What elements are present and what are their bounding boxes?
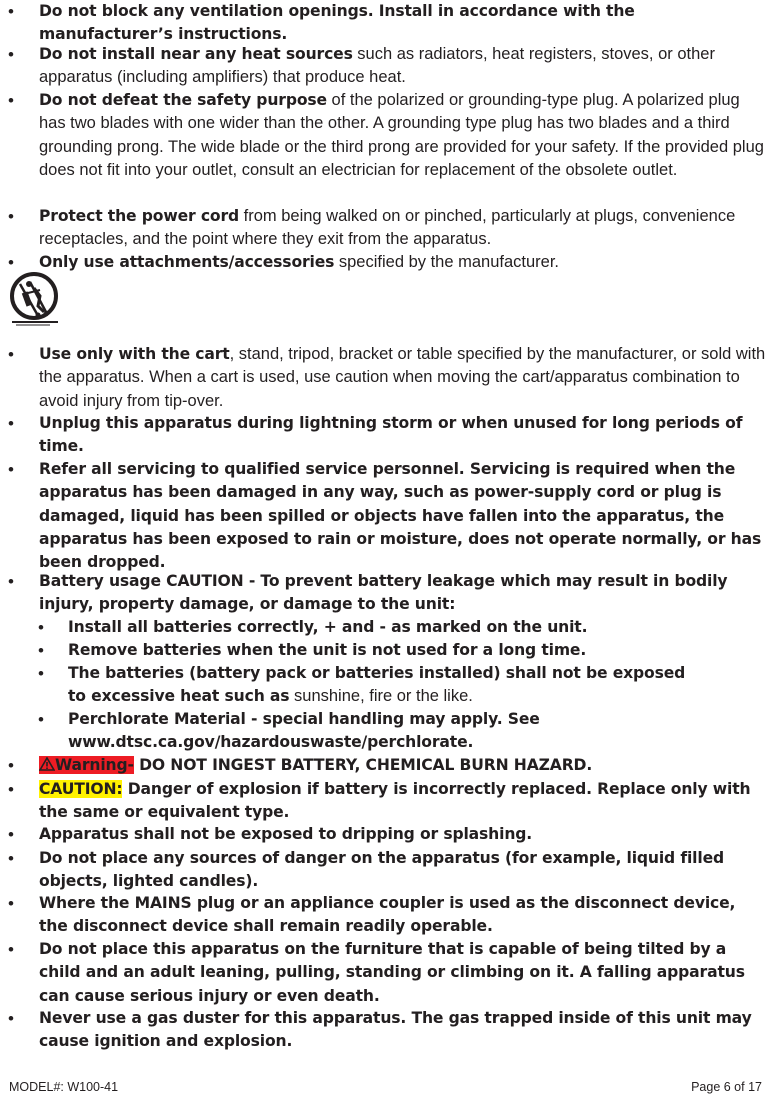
sub-list-item: • Remove batteries when the unit is not used for a long time. — [38, 641, 587, 660]
list-item: • Only use attachments/accessories specified by the manufacturer. — [8, 253, 560, 272]
sub-list-item: • Install all batteries correctly, + and - as marked on the unit. — [38, 618, 588, 637]
sub-list-item: • The batteries (battery pack or batteries installed) shall not be exposed to excessive heat such as sunshine, fire or the like. — [38, 664, 686, 706]
sub-list-item: • Perchlorate Material - special handling may apply. See www.dtsc.ca.gov/hazardouswaste/perchlorate. — [38, 710, 540, 752]
list-item: • Apparatus shall not be exposed to dripping or splashing. — [8, 825, 533, 844]
bullet: • — [8, 849, 14, 868]
list-item: • Refer all servicing to qualified service personnel. Servicing is required when the apparatus has been damaged in any way, such as power-supply cord or plug is damaged, liquid has been spilled or objects have fallen into the apparatus, the apparatus has been exposed to rain or moisture, does not operate normally, or has been dropped. — [8, 460, 762, 572]
warning-highlight: Warning- — [39, 756, 134, 774]
bullet: • — [8, 1009, 14, 1028]
bullet: • — [8, 825, 14, 844]
bullet: • — [8, 780, 14, 799]
bullet: • — [8, 345, 14, 364]
bullet: • — [8, 572, 14, 591]
bullet: • — [38, 618, 44, 637]
list-item: • Protect the power cord from being walked on or pinched, particularly at plugs, convenience receptacles, and the point where they exit from the apparatus. — [8, 207, 736, 249]
caution-highlight: CAUTION: — [39, 780, 123, 798]
bullet: • — [8, 207, 14, 226]
list-item: • Do not place this apparatus on the furniture that is capable of being tilted by a child and an adult leaning, pulling, standing or climbing on it. A falling apparatus can cause serious injury or even death. — [8, 940, 745, 1005]
bullet: • — [8, 940, 14, 959]
list-item: • Where the MAINS plug or an appliance coupler is used as the disconnect device, the disconnect device shall remain readily operable. — [8, 894, 736, 936]
bullet: • — [8, 253, 14, 272]
list-item: • CAUTION: Danger of explosion if battery is incorrectly replaced. Replace only with the same or equivalent type. — [8, 780, 751, 822]
warning-triangle-icon — [39, 757, 55, 771]
list-item: • Warning- DO NOT INGEST BATTERY, CHEMICAL BURN HAZARD. — [8, 756, 593, 775]
list-item: • Use only with the cart, stand, tripod, bracket or table specified by the manufacturer, or sold with the apparatus. When a cart is used, use caution when moving the cart/apparatus combination to avoid injury from tip-over. — [8, 345, 766, 410]
bullet: • — [8, 756, 14, 775]
list-item: • Do not place any sources of danger on the apparatus (for example, liquid filled objects, lighted candles). — [8, 849, 725, 891]
bullet: • — [8, 460, 14, 479]
bullet: • — [38, 710, 44, 729]
list-item: • Unplug this apparatus during lightning storm or when unused for long periods of time. — [8, 414, 743, 456]
model-number: MODEL#: W100-41 — [9, 1080, 119, 1094]
page-number: Page 6 of 17 — [691, 1080, 762, 1094]
bullet: • — [8, 91, 14, 110]
bullet: • — [38, 641, 44, 660]
list-item: • Never use a gas duster for this apparatus. The gas trapped inside of this unit may cause ignition and explosion. — [8, 1009, 752, 1051]
list-item: • Battery usage CAUTION - To prevent battery leakage which may result in bodily injury, property damage, or damage to the unit: — [8, 572, 728, 614]
cart-tip-over-warning-icon — [10, 272, 60, 328]
bullet: • — [8, 45, 14, 64]
bullet: • — [8, 414, 14, 433]
bullet: • — [8, 894, 14, 913]
list-item: • Do not block any ventilation openings. Install in accordance with the manufacturer’s instructions. — [8, 2, 635, 44]
bullet: • — [8, 2, 14, 21]
list-item: • Do not install near any heat sources such as radiators, heat registers, stoves, or other apparatus (including amplifiers) that produce heat. — [8, 45, 715, 87]
bullet: • — [38, 664, 44, 683]
list-item: • Do not defeat the safety purpose of the polarized or grounding-type plug. A polarized plug has two blades with one wider than the other. A grounding type plug has two blades and a third grounding prong. The wide blade or the third prong are provided for your safety. If the provided plug does not fit into your outlet, consult an electrician for replacement of the obsolete outlet. — [8, 91, 764, 179]
